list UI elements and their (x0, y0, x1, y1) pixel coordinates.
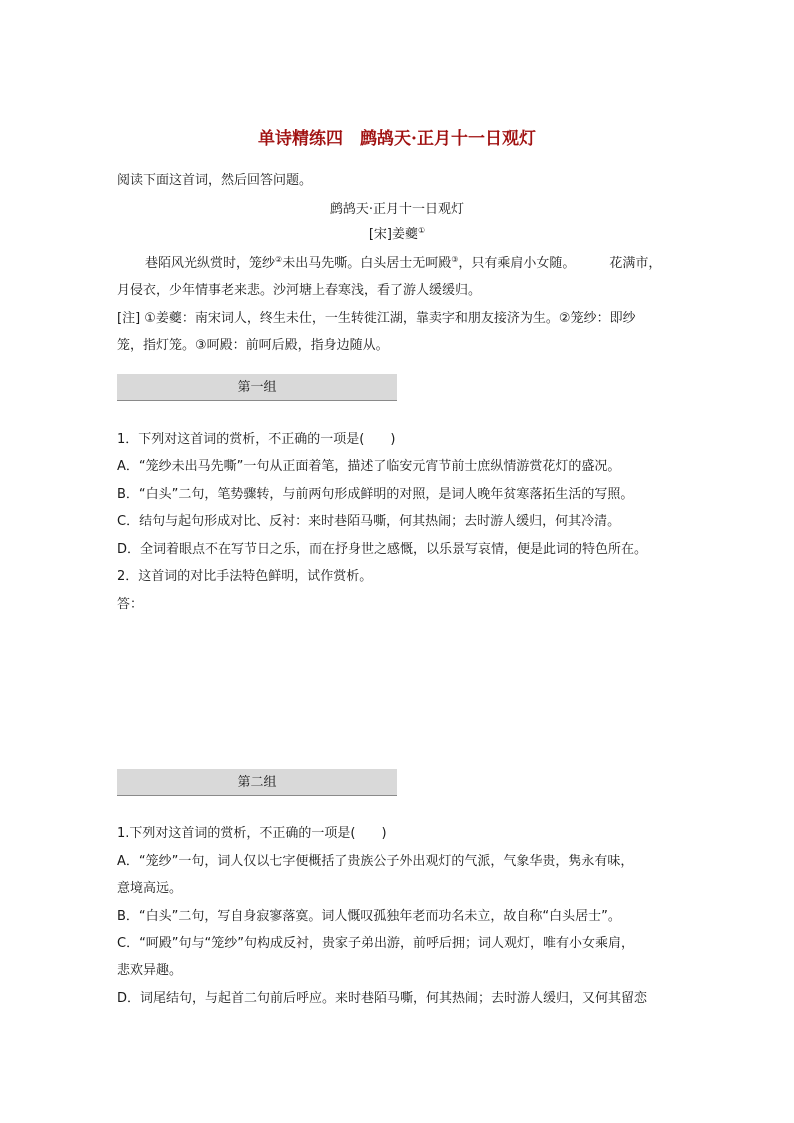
author-name: [宋]姜夔 (368, 227, 418, 242)
group1-option-d: D．全词着眼点不在写节日之乐，而在抒身世之感慨，以乐景写哀情，便是此词的特色所在。 (117, 542, 648, 557)
group2-option-c-line-2: 悲欢异趣。 (117, 963, 183, 978)
footnote-mark-3: ③ (451, 255, 459, 264)
instruction-text: 阅读下面这首词，然后回答问题。 (117, 173, 313, 188)
group2-option-c-line-1: C．“呵殿”句与“笼纱”句构成反衬，贵家子弟出游，前呼后拥；词人观灯，唯有小女乘肩， (117, 936, 635, 951)
group1-question-1: 1．下列对这首词的赏析，不正确的一项是( ) (117, 432, 396, 447)
group2-header: 第二组 (117, 769, 397, 796)
footnote-mark-1: ① (417, 226, 426, 235)
poem-line-2: 月侵衣，少年情事老来悲。沙河塘上春寒浅，看了游人缓缓归。 (117, 283, 482, 298)
group2-option-a-line-2: 意境高远。 (117, 881, 183, 896)
group2-option-a-line-1: A．“笼纱”一句，词人仅以七字便概括了贵族公子外出观灯的气派，气象华贵，隽永有味， (117, 854, 634, 869)
group2-option-b: B．“白头”二句，写自身寂寥落寞。词人慨叹孤独年老而功名未立，故自称“白头居士”。 (117, 909, 621, 924)
poem-author (0, 226, 794, 244)
answer-label: 答： (117, 597, 144, 612)
group1-header: 第一组 (117, 374, 397, 401)
group1-question-2: 2．这首词的对比手法特色鲜明，试作赏析。 (117, 569, 373, 584)
poem-text-1b: 未出马先嘶。白头居士无呵殿 (282, 256, 452, 271)
note-line-1: [注] ①姜夔：南宋词人，终生未仕，一生转徙江湖，靠卖字和朋友接济为生。②笼纱：即纱 (117, 311, 636, 326)
poem-title: 鹧鸪天·正月十一日观灯 (329, 202, 465, 217)
poem-text-1d: 花满市， (609, 256, 662, 271)
group2-question-1: 1.下列对这首词的赏析，不正确的一项是( ) (117, 826, 387, 841)
poem-text-1a: 巷陌风光纵赏时，笼纱 (145, 256, 276, 271)
poem-line-1 (117, 255, 661, 273)
poem-text-1c: ，只有乘肩小女随。 (458, 256, 576, 271)
footnote-mark-2: ② (275, 255, 283, 264)
group1-option-b: B．“白头”二句，笔势骤转，与前两句形成鲜明的对照，是词人晚年贫寒落拓生活的写照。 (117, 487, 634, 502)
page-title: 单诗精练四 鹧鸪天·正月十一日观灯 (258, 129, 536, 149)
group1-option-a: A．“笼纱未出马先嘶”一句从正面着笔，描述了临安元宵节前士庶纵情游赏花灯的盛况。 (117, 459, 621, 474)
group2-option-d: D．词尾结句，与起首二句前后呼应。来时巷陌马嘶，何其热闹；去时游人缓归，又何其留恋 (117, 991, 648, 1006)
note-line-2: 笼，指灯笼。③呵殿：前呵后殿，指身边随从。 (117, 338, 389, 353)
group1-option-c: C．结句与起句形成对比、反衬：来时巷陌马嘶，何其热闹；去时游人缓归，何其冷清。 (117, 514, 621, 529)
